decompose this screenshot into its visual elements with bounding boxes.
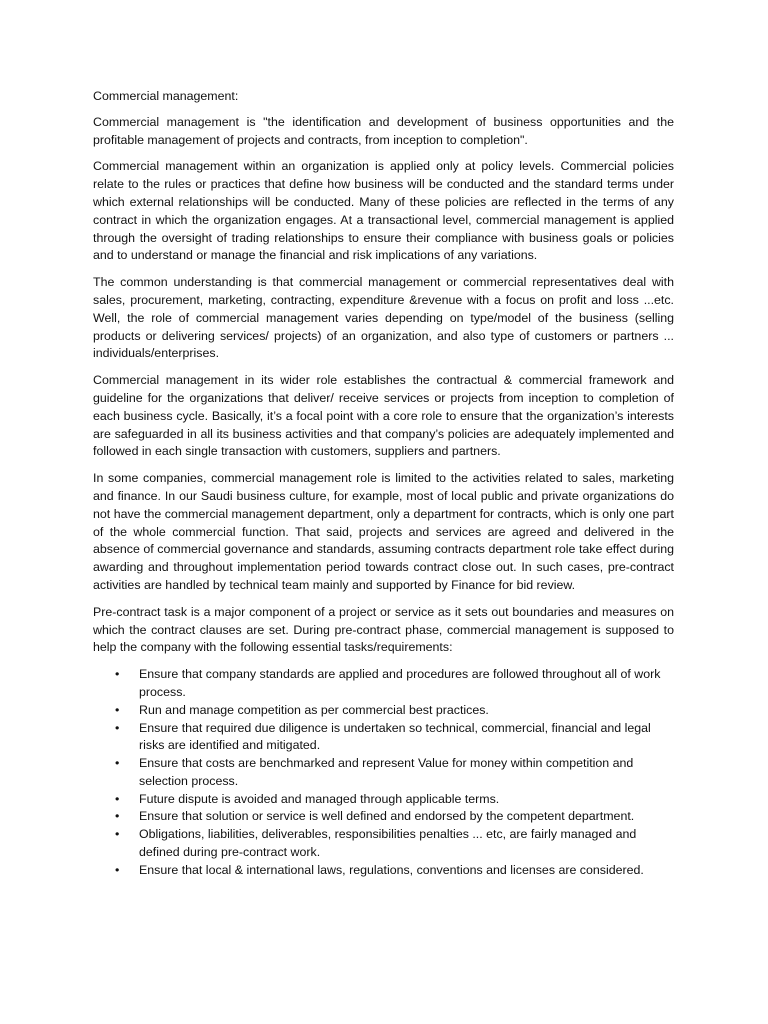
list-item (93, 755, 674, 791)
document-page (93, 88, 674, 880)
list-item-text: Obligations, liabilities, deliverables, responsibilities penalties ... etc, are fairly managed and defined during pre-contract work. (139, 827, 637, 860)
bullet-icon: • (115, 756, 120, 771)
paragraph-common-understanding: The common understanding is that commercial management or commercial representatives deal with sales, procurement, marketing, contracting, expenditure &revenue with a focus on profit and loss ...etc. Well, the role of commercial management varies depending on type/model of the business (selling products or delivering services/ projects) of an organization, and also type of customers or partners ... individuals/enterprises. (93, 275, 674, 361)
bullet-icon: • (115, 827, 120, 842)
list-item (93, 720, 674, 756)
paragraph-definition: Commercial management is "the identification and development of business opportunities and the profitable management of projects and contracts, from inception to completion". (93, 114, 674, 147)
list-item-text: Ensure that solution or service is well defined and endorsed by the competent department. (139, 809, 635, 824)
paragraph-wider-role: Commercial management in its wider role establishes the contractual & commercial framework and guideline for the organizations that deliver/ receive services or projects from inception to completion of each business cycle. Basically, it’s a focal point with a core role to ensure that the organization’s interests are safeguarded in all its business activities and that company’s policies are adequately implemented and followed in each single transaction with customers, suppliers and partners. (93, 373, 674, 459)
list-item-text: Run and manage competition as per commercial best practices. (139, 702, 489, 717)
list-item (93, 862, 674, 880)
list-item-text: Ensure that company standards are applied and procedures are followed throughout all of work process. (139, 667, 661, 699)
paragraph-some-companies: In some companies, commercial management role is limited to the activities related to sales, marketing and finance. In our Saudi business culture, for example, most of local public and private organizations do not have the commercial management department, only a department for contracts, which is only one part of the whole commercial function. That said, projects and services are agreed and delivered in the absence of commercial governance and standards, assuming contracts department role take effect during awarding and throughout implementation period towards contract close out. In such cases, pre-contract activities are handled by technical team mainly and supported by Finance for bid review. (93, 471, 674, 592)
bullet-icon: • (115, 862, 120, 877)
paragraph-policy-levels: Commercial management within an organization is applied only at policy levels. Commercial policies relate to the rules or practices that define how business will be conducted and the standard terms under which external relationships will be conducted. Many of these policies are reflected in the terms of any contract in which the organization engages. At a transactional level, commercial management is applied through the oversight of trading relationships to ensure their compliance with business goals or policies and to understand or manage the financial and risk implications of any variations. (93, 159, 674, 263)
bullet-icon: • (115, 809, 120, 824)
bullet-icon: • (115, 667, 120, 682)
bullet-icon: • (115, 791, 120, 806)
list-item-text: Future dispute is avoided and managed through applicable terms. (139, 791, 500, 806)
document-heading: Commercial management: (93, 89, 239, 103)
list-item (93, 791, 674, 809)
list-item-text: Ensure that costs are benchmarked and represent Value for money within competition and selection process. (139, 756, 634, 788)
list-item-text: Ensure that local & international laws, regulations, conventions and licenses are considered. (139, 862, 644, 877)
bullet-icon: • (115, 720, 120, 735)
list-item (93, 808, 674, 826)
bullet-icon: • (115, 702, 120, 717)
list-item (93, 666, 674, 702)
list-item (93, 702, 674, 720)
paragraph-pre-contract: Pre-contract task is a major component of a project or service as it sets out boundaries and measures on which the contract clauses are set. During pre-contract phase, commercial management is supposed to help the company with the following essential tasks/requirements: (93, 604, 674, 655)
list-item (93, 826, 674, 862)
requirements-list (93, 666, 674, 880)
list-item-text: Ensure that required due diligence is undertaken so technical, commercial, financial and legal risks are identified and mitigated. (139, 720, 651, 753)
